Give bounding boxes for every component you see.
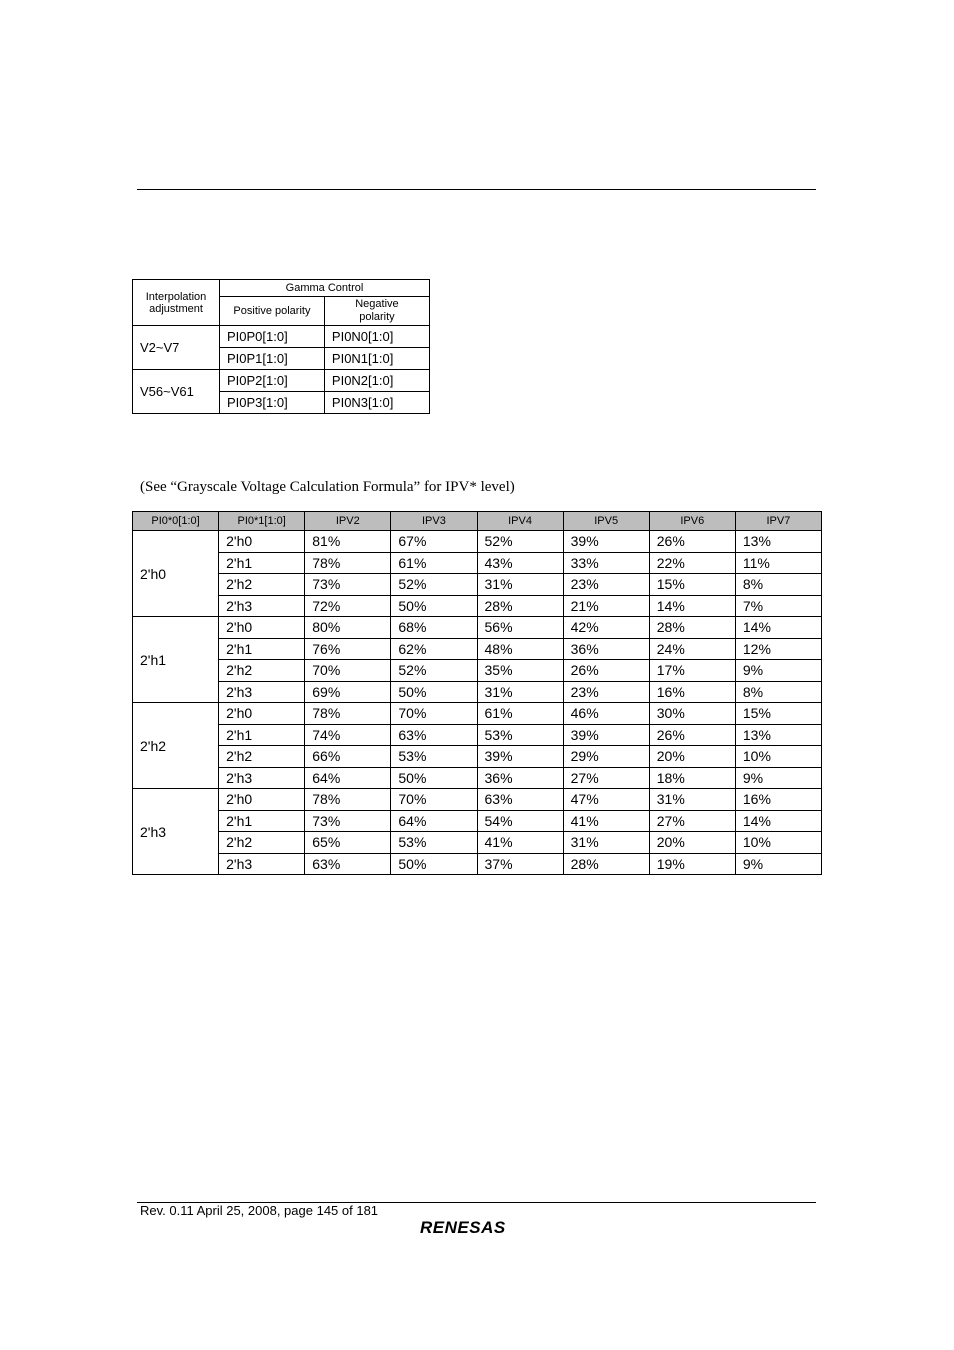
sub-label-cell: 2'h0 [219, 531, 305, 553]
ipv-value-cell: 31% [649, 789, 735, 811]
ipv-value-cell: 27% [563, 767, 649, 789]
ipv-value-cell: 53% [391, 832, 477, 854]
renesas-logo [420, 1217, 534, 1242]
formula-note: (See “Grayscale Voltage Calculation Formula” for IPV* level) [140, 479, 515, 495]
table-row [133, 574, 822, 596]
ipv-value-cell: 28% [649, 617, 735, 639]
ipv-value-cell: 78% [305, 789, 391, 811]
ipv-value-cell: 73% [305, 810, 391, 832]
neg-cell: PI0N1[1:0] [324, 348, 429, 370]
ipv-value-cell: 8% [735, 681, 821, 703]
ipv-value-cell: 50% [391, 681, 477, 703]
ipv-value-cell: 67% [391, 531, 477, 553]
ipv-header-row [133, 512, 822, 531]
neg-cell: PI0N0[1:0] [324, 326, 429, 348]
sub-label-cell: 2'h0 [219, 789, 305, 811]
ipv-value-cell: 13% [735, 531, 821, 553]
ipv-value-cell: 27% [649, 810, 735, 832]
ipv-value-cell: 30% [649, 703, 735, 725]
ipv-value-cell: 33% [563, 552, 649, 574]
sub-label-cell: 2'h0 [219, 617, 305, 639]
ipv-value-cell: 29% [563, 746, 649, 768]
ipv-value-cell: 14% [735, 617, 821, 639]
ipv-value-cell: 72% [305, 595, 391, 617]
ipv-value-cell: 10% [735, 832, 821, 854]
sub-label-cell: 2'h3 [219, 681, 305, 703]
sub-label-cell: 2'h1 [219, 552, 305, 574]
ipv-value-cell: 52% [477, 531, 563, 553]
ipv-value-cell: 20% [649, 832, 735, 854]
ipv-value-cell: 80% [305, 617, 391, 639]
group-label-cell: 2'h3 [133, 789, 219, 875]
ipv-value-cell: 26% [649, 531, 735, 553]
page-info: Rev. 0.11 April 25, 2008, page 145 of 181 [140, 1203, 379, 1218]
ipv-value-cell: 53% [391, 746, 477, 768]
header-interpolation: Interpolation adjustment [133, 280, 220, 326]
ipv-value-cell: 61% [391, 552, 477, 574]
ipv-value-cell: 35% [477, 660, 563, 682]
ipv-header-cell: IPV3 [391, 512, 477, 531]
table-row [133, 595, 822, 617]
ipv-value-cell: 63% [305, 853, 391, 875]
ipv-value-cell: 31% [563, 832, 649, 854]
ipv-value-cell: 81% [305, 531, 391, 553]
ipv-value-cell: 50% [391, 853, 477, 875]
table-row [133, 531, 822, 553]
ipv-value-cell: 42% [563, 617, 649, 639]
ipv-value-cell: 64% [305, 767, 391, 789]
sub-label-cell: 2'h2 [219, 832, 305, 854]
ipv-value-cell: 64% [391, 810, 477, 832]
group-label-cell: 2'h2 [133, 703, 219, 789]
ipv-value-cell: 36% [563, 638, 649, 660]
ipv-value-cell: 9% [735, 853, 821, 875]
ipv-value-cell: 31% [477, 681, 563, 703]
table-row [133, 660, 822, 682]
ipv-value-cell: 61% [477, 703, 563, 725]
ipv-value-cell: 26% [649, 724, 735, 746]
ipv-value-cell: 8% [735, 574, 821, 596]
ipv-header-cell: IPV4 [477, 512, 563, 531]
table-row [133, 767, 822, 789]
table-row [133, 810, 822, 832]
group-label-cell: 2'h1 [133, 617, 219, 703]
ipv-value-cell: 16% [735, 789, 821, 811]
ipv-value-cell: 43% [477, 552, 563, 574]
ipv-value-cell: 48% [477, 638, 563, 660]
ipv-value-cell: 62% [391, 638, 477, 660]
ipv-value-cell: 68% [391, 617, 477, 639]
ipv-value-cell: 66% [305, 746, 391, 768]
ipv-value-cell: 56% [477, 617, 563, 639]
ipv-value-cell: 14% [649, 595, 735, 617]
ipv-value-cell: 11% [735, 552, 821, 574]
ipv-value-cell: 52% [391, 574, 477, 596]
ipv-value-cell: 18% [649, 767, 735, 789]
ipv-value-cell: 15% [649, 574, 735, 596]
ipv-value-cell: 65% [305, 832, 391, 854]
table-row [133, 853, 822, 875]
ipv-value-cell: 54% [477, 810, 563, 832]
header-rule [137, 189, 816, 190]
sub-label-cell: 2'h3 [219, 767, 305, 789]
sub-label-cell: 2'h1 [219, 638, 305, 660]
ipv-value-cell: 28% [563, 853, 649, 875]
table-row [133, 724, 822, 746]
ipv-header-cell: PI0*1[1:0] [219, 512, 305, 531]
group-label-cell: 2'h0 [133, 531, 219, 617]
ipv-value-cell: 9% [735, 660, 821, 682]
ipv-value-cell: 7% [735, 595, 821, 617]
ipv-value-cell: 31% [477, 574, 563, 596]
ipv-value-cell: 63% [391, 724, 477, 746]
ipv-value-cell: 17% [649, 660, 735, 682]
ipv-value-cell: 39% [477, 746, 563, 768]
sub-label-cell: 2'h1 [219, 810, 305, 832]
ipv-header-cell: IPV5 [563, 512, 649, 531]
ipv-value-cell: 12% [735, 638, 821, 660]
table-row [133, 703, 822, 725]
table-row [133, 638, 822, 660]
sub-label-cell: 2'h3 [219, 853, 305, 875]
ipv-value-cell: 37% [477, 853, 563, 875]
ipv-value-cell: 76% [305, 638, 391, 660]
ipv-value-cell: 78% [305, 703, 391, 725]
ipv-value-cell: 24% [649, 638, 735, 660]
ipv-value-cell: 69% [305, 681, 391, 703]
ipv-value-cell: 36% [477, 767, 563, 789]
ipv-value-cell: 46% [563, 703, 649, 725]
table-row [133, 681, 822, 703]
ipv-value-cell: 47% [563, 789, 649, 811]
sub-label-cell: 2'h3 [219, 595, 305, 617]
ipv-value-cell: 70% [391, 703, 477, 725]
sub-label-cell: 2'h2 [219, 746, 305, 768]
ipv-value-cell: 15% [735, 703, 821, 725]
table-row [133, 746, 822, 768]
ipv-value-cell: 20% [649, 746, 735, 768]
sub-label-cell: 2'h1 [219, 724, 305, 746]
ipv-value-cell: 73% [305, 574, 391, 596]
ipv-value-cell: 50% [391, 767, 477, 789]
sub-label-cell: 2'h0 [219, 703, 305, 725]
range-cell: V56~V61 [133, 370, 220, 414]
pos-cell: PI0P2[1:0] [220, 370, 325, 392]
ipv-value-cell: 10% [735, 746, 821, 768]
ipv-value-cell: 9% [735, 767, 821, 789]
sub-label-cell: 2'h2 [219, 574, 305, 596]
ipv-value-cell: 16% [649, 681, 735, 703]
table-row [133, 832, 822, 854]
ipv-value-cell: 28% [477, 595, 563, 617]
ipv-value-cell: 70% [391, 789, 477, 811]
ipv-header-cell: PI0*0[1:0] [133, 512, 219, 531]
ipv-value-cell: 19% [649, 853, 735, 875]
ipv-value-cell: 78% [305, 552, 391, 574]
ipv-value-cell: 39% [563, 531, 649, 553]
ipv-header-cell: IPV7 [735, 512, 821, 531]
gamma-control-table [132, 279, 430, 414]
ipv-value-cell: 13% [735, 724, 821, 746]
ipv-value-cell: 26% [563, 660, 649, 682]
ipv-value-cell: 41% [563, 810, 649, 832]
neg-cell: PI0N3[1:0] [324, 392, 429, 414]
logo-text: RENESAS [420, 1218, 506, 1237]
table-row [133, 789, 822, 811]
pos-cell: PI0P1[1:0] [220, 348, 325, 370]
header-gamma-control: Gamma Control [220, 280, 430, 297]
ipv-value-cell: 22% [649, 552, 735, 574]
ipv-value-cell: 63% [477, 789, 563, 811]
pos-cell: PI0P3[1:0] [220, 392, 325, 414]
table-row [133, 552, 822, 574]
header-negative: Negative polarity [324, 297, 429, 326]
ipv-value-cell: 52% [391, 660, 477, 682]
ipv-value-cell: 70% [305, 660, 391, 682]
ipv-value-cell: 23% [563, 574, 649, 596]
ipv-value-cell: 23% [563, 681, 649, 703]
header-positive: Positive polarity [220, 297, 325, 326]
ipv-value-cell: 41% [477, 832, 563, 854]
ipv-header-cell: IPV6 [649, 512, 735, 531]
sub-label-cell: 2'h2 [219, 660, 305, 682]
ipv-value-cell: 21% [563, 595, 649, 617]
range-cell: V2~V7 [133, 326, 220, 370]
ipv-value-cell: 53% [477, 724, 563, 746]
pos-cell: PI0P0[1:0] [220, 326, 325, 348]
ipv-table [132, 511, 822, 875]
ipv-value-cell: 74% [305, 724, 391, 746]
table-row [133, 617, 822, 639]
ipv-value-cell: 39% [563, 724, 649, 746]
ipv-value-cell: 14% [735, 810, 821, 832]
ipv-header-cell: IPV2 [305, 512, 391, 531]
ipv-value-cell: 50% [391, 595, 477, 617]
neg-cell: PI0N2[1:0] [324, 370, 429, 392]
